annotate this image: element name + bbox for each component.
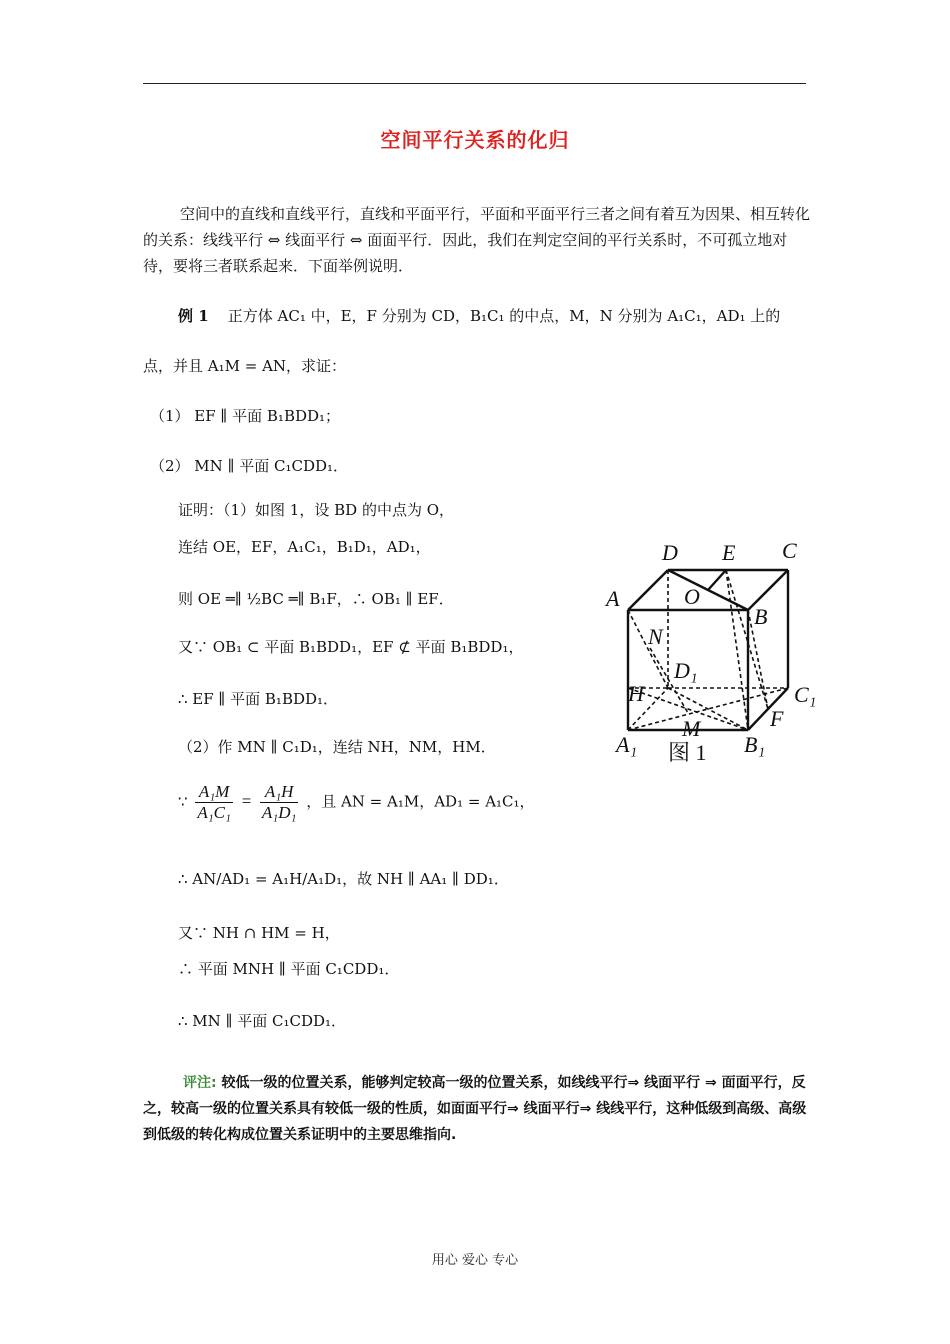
because-symbol: ∵ (178, 792, 188, 811)
page-title: 空间平行关系的化归 (380, 128, 570, 152)
label-B: B (754, 604, 768, 629)
label-O: O (684, 584, 700, 609)
example-line-2: 点，并且 A₁M = AN，求证： (143, 357, 347, 375)
label-M: M (682, 716, 701, 741)
comment-tag: 评注: (183, 1075, 217, 1091)
proof-line-4: 又∵ OB₁ ⊂ 平面 B₁BDD₁，EF ⊄ 平面 B₁BDD₁， (178, 638, 524, 656)
intro-text: 空间中的直线和直线平行，直线和平面平行，平面和平面平行三者之间有着互为因果、相互转化的关系：线线平行 ⇔ 线面平行 ⇔ 面面平行．因此，我们在判定空间的平行关系时，不可孤立地对待，要将三者联系起来．下面举例说明． (143, 205, 811, 275)
comment-block (143, 1070, 813, 1148)
proof-line-10: ∴ MN ∥ 平面 C₁CDD₁． (178, 1012, 347, 1030)
label-A1: A₁ (616, 732, 638, 757)
fraction-a1h-a1d1 (260, 782, 298, 823)
label-D1: D₁ (674, 658, 698, 683)
label-E: E (722, 540, 736, 565)
example-line-1 (178, 305, 780, 326)
figure-caption: 图 1 (668, 740, 707, 765)
fraction-numerator: A₁H (260, 782, 298, 803)
cube-figure (598, 538, 828, 770)
question-1: （1） EF ∥ 平面 B₁BDD₁； (150, 407, 341, 425)
intro-paragraph (143, 201, 811, 279)
label-N: N (648, 624, 663, 649)
proof-line-3: 则 OE ═∥ ½BC ═∥ B₁F，∴ OB₁ ∥ EF． (178, 590, 454, 608)
comment-text: 较低一级的位置关系，能够判定较高一级的位置关系，如线线平行⇒ 线面平行 ⇒ 面面平行，反之，较高一级的位置关系具有较低一级的性质，如面面平行⇒ 线面平行⇒ 线线平行，这种低级到高级、高级到低级的转化构成位置关系证明中的主要思维指向. (143, 1075, 807, 1143)
fraction-denominator: A₁C₁ (197, 803, 231, 822)
proof-line-9: ∴ 平面 MNH ∥ 平面 C₁CDD₁． (178, 960, 400, 978)
proof-line-8: 又∵ NH ∩ HM = H， (178, 924, 340, 942)
label-C: C (782, 538, 797, 563)
proof-fraction-line: ∵ $\frac{\text{A₁M}}{\text{A₁C₁}}$ = $\frac{\text{A₁H}}{\text{A₁D₁}}$ ，且 AN = A₁M，AD₁ = A₁C₁， (178, 782, 535, 822)
question-2: （2） MN ∥ 平面 C₁CDD₁． (150, 457, 349, 475)
header-rule (143, 83, 806, 84)
label-D: D (662, 540, 678, 565)
label-B1: B₁ (744, 732, 766, 757)
fraction-numerator: A₁M (195, 782, 233, 803)
fraction-denominator: A₁D₁ (261, 803, 297, 822)
label-C1: C₁ (794, 682, 817, 707)
proof-line-1: 证明：（1）如图 1，设 BD 的中点为 O， (178, 501, 455, 519)
label-H: H (628, 681, 644, 706)
label-A: A (606, 586, 620, 611)
proof-line-2: 连结 OE，EF，A₁C₁，B₁D₁，AD₁， (178, 538, 431, 556)
proof-line-7: ∴ AN/AD₁ = A₁H/A₁D₁，故 NH ∥ AA₁ ∥ DD₁． (178, 870, 509, 888)
proof-line-5: ∴ EF ∥ 平面 B₁BDD₁． (178, 690, 339, 708)
example-label: 例 1 (178, 307, 209, 325)
label-F: F (770, 706, 784, 731)
page-footer: 用心 爱心 专心 (431, 1253, 519, 1268)
fraction-tail: ，且 AN = A₁M，AD₁ = A₁C₁， (306, 792, 535, 811)
fraction-a1m-a1c1 (195, 782, 233, 823)
proof-line-6: （2）作 MN ∥ C₁D₁，连结 NH，NM，HM． (178, 738, 496, 756)
example-text-1: 正方体 AC₁ 中，E，F 分别为 CD，B₁C₁ 的中点，M，N 分别为 A₁C₁，AD₁ 上的 (227, 307, 781, 325)
